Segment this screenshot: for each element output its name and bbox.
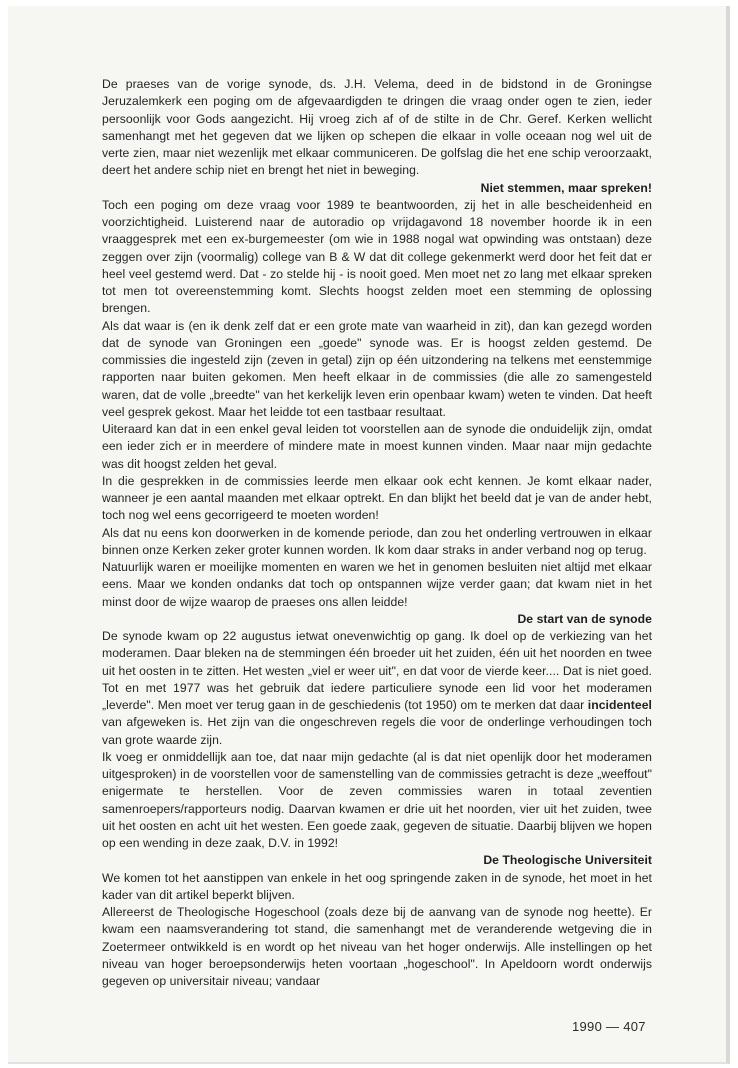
article-body [102, 76, 652, 990]
paragraph: We komen tot het aanstippen van enkele in het oog springende zaken in de synode, het moet in het kader van dit artikel beperkt blijven. [102, 870, 652, 902]
page-sheet [8, 6, 730, 1064]
paragraph: Als dat waar is (en ik denk zelf dat er een grote mate van waarheid in zit), dan kan gezegd worden dat de synode van Groningen een „goede" synode was. Er is hoogst zelden gestemd. De commissies die ingesteld zijn (zeven in getal) zijn op één uitzondering na telkens met eenstemmige rapporten naar buiten gekomen. Men heeft elkaar in de commissies (die alle zo samengesteld waren, dat de volle „breedte" van het kerkelijk leven erin openbaar kwam) weten te vinden. Dat heeft veel gesprek gekost. Maar het leidde tot een tastbaar resultaat. [102, 318, 652, 419]
paragraph: Allereerst de Theologische Hogeschool (zoals deze bij de aanvang van de synode nog heette). Er kwam een naamsverandering tot stand, die samenhangt met de veranderende wetgeving die in Zoetermeer ontwikkeld is en wordt op het niveau van het hoger onderwijs. Alle instellingen op het niveau van hoger beroepsonderwijs heten voortaan „hogeschool". In Apeldoorn wordt onderwijs gegeven op universitair niveau; vandaar [102, 905, 652, 988]
text-run: De synode kwam op 22 augustus ietwat onevenwichtig op gang. Ik doel op de verkiezing van het moderamen. Daar bleken na de stemmingen één broeder uit het zuiden, één uit het noorden en twee uit het oosten in te zitten. Het westen „viel er weer uit", en dat voor de vierde keer.... Dat is niet goed. Tot en met 1977 was het gebruik dat iedere particuliere synode een lid voor het moderamen „leverde". Men moet ver terug gaan in de geschiedenis (tot 1950) om te merken dat daar [102, 629, 652, 712]
section-heading-niet-stemmen: Niet stemmen, maar spreken! [480, 180, 652, 195]
paragraph [102, 628, 652, 749]
page-number: 1990 — 407 [572, 1019, 646, 1034]
paragraph: In die gesprekken in de commissies leerde men elkaar ook echt kennen. Je komt elkaar nader, wanneer je een aantal maanden met elkaar optrekt. En dan blijkt het beeld dat je van de ander hebt, toch nog wel eens gecorrigeerd te moeten worden! [102, 473, 652, 523]
paragraph: Ik voeg er onmiddellijk aan toe, dat naar mijn gedachte (al is dat niet openlijk door het moderamen uitgesproken) in de voorstellen voor de samenstelling van de commissies getracht is deze „weeffout" enigermate te herstellen. Voor de zeven commissies waren in totaal zeventien samenroepers/rapporteurs nodig. Daarvan kwamen er drie uit het noorden, vier uit het zuiden, twee uit het oosten en acht uit het westen. Een goede zaak, gegeven de situatie. Daarbij blijven we hopen op een wending in deze zaak, D.V. in 1992! [102, 749, 652, 850]
paragraph: Toch een poging om deze vraag voor 1989 te beantwoorden, zij het in alle bescheidenheid en voorzichtigheid. Luisterend naar de autoradio op vrijdagavond 18 november hoorde ik in een vraaggesprek met een ex-burgemeester (om wie in 1988 nogal wat opwinding was ontstaan) deze zeggen over zijn (voormalig) college van B & W dat dit college gekenmerkt werd door het feit dat er heel veel gestemd werd. Dat - zo stelde hij - is nooit goed. Men moet net zo lang met elkaar spreken tot men tot overeenstemming komt. Slechts hoogst zelden moet een stemming de oplossing brengen. [102, 197, 652, 316]
text-run: van afgeweken is. Het zijn van die ongeschreven regels die voor de onderlinge verhoudingen toch van grote waarde zijn. [102, 715, 652, 747]
section-heading-theologische-universiteit: De Theologische Universiteit [483, 853, 652, 868]
section-heading-start-synode: De start van de synode [517, 611, 652, 626]
paragraph: Natuurlijk waren er moeilijke momenten en waren we het in genomen besluiten niet altijd met elkaar eens. Maar we konden ondanks dat toch op ontspannen wijze verder gaan; dat kwam niet in het minst door de wijze waarop de praeses ons allen leidde! [102, 560, 652, 609]
intro-paragraph: De praeses van de vorige synode, ds. J.H. Velema, deed in de bidstond in de Groningse Jeruzalemkerk een poging om de afgevaardigden te dringen die vraag onder ogen te zien, ieder persoonlijk voor Gods aangezicht. Hij vroeg zich af of de stilte in de Chr. Geref. Kerken wellicht samenhangt met het gegeven dat we lijken op schepen die elkaar in volle oceaan nog wel uit de verte zien, maar niet wezenlijk met elkaar communiceren. De golfslag die het ene schip veroorzaakt, deert het andere schip niet en brengt het niet in beweging. [102, 77, 652, 178]
paragraph: Uiteraard kan dat in een enkel geval leiden tot voorstellen aan de synode die onduidelijk zijn, omdat een ieder zich er in meerdere of mindere mate in moest kunnen vinden. Maar naar mijn gedachte was dit hoogst zelden het geval. [102, 422, 652, 471]
emphasized-word: incidenteel [587, 698, 652, 712]
paragraph: Als dat nu eens kon doorwerken in de komende periode, dan zou het onderling vertrouwen in elkaar binnen onze Kerken zeker groter kunnen worden. Ik kom daar straks in ander verband nog op terug. [102, 525, 652, 557]
